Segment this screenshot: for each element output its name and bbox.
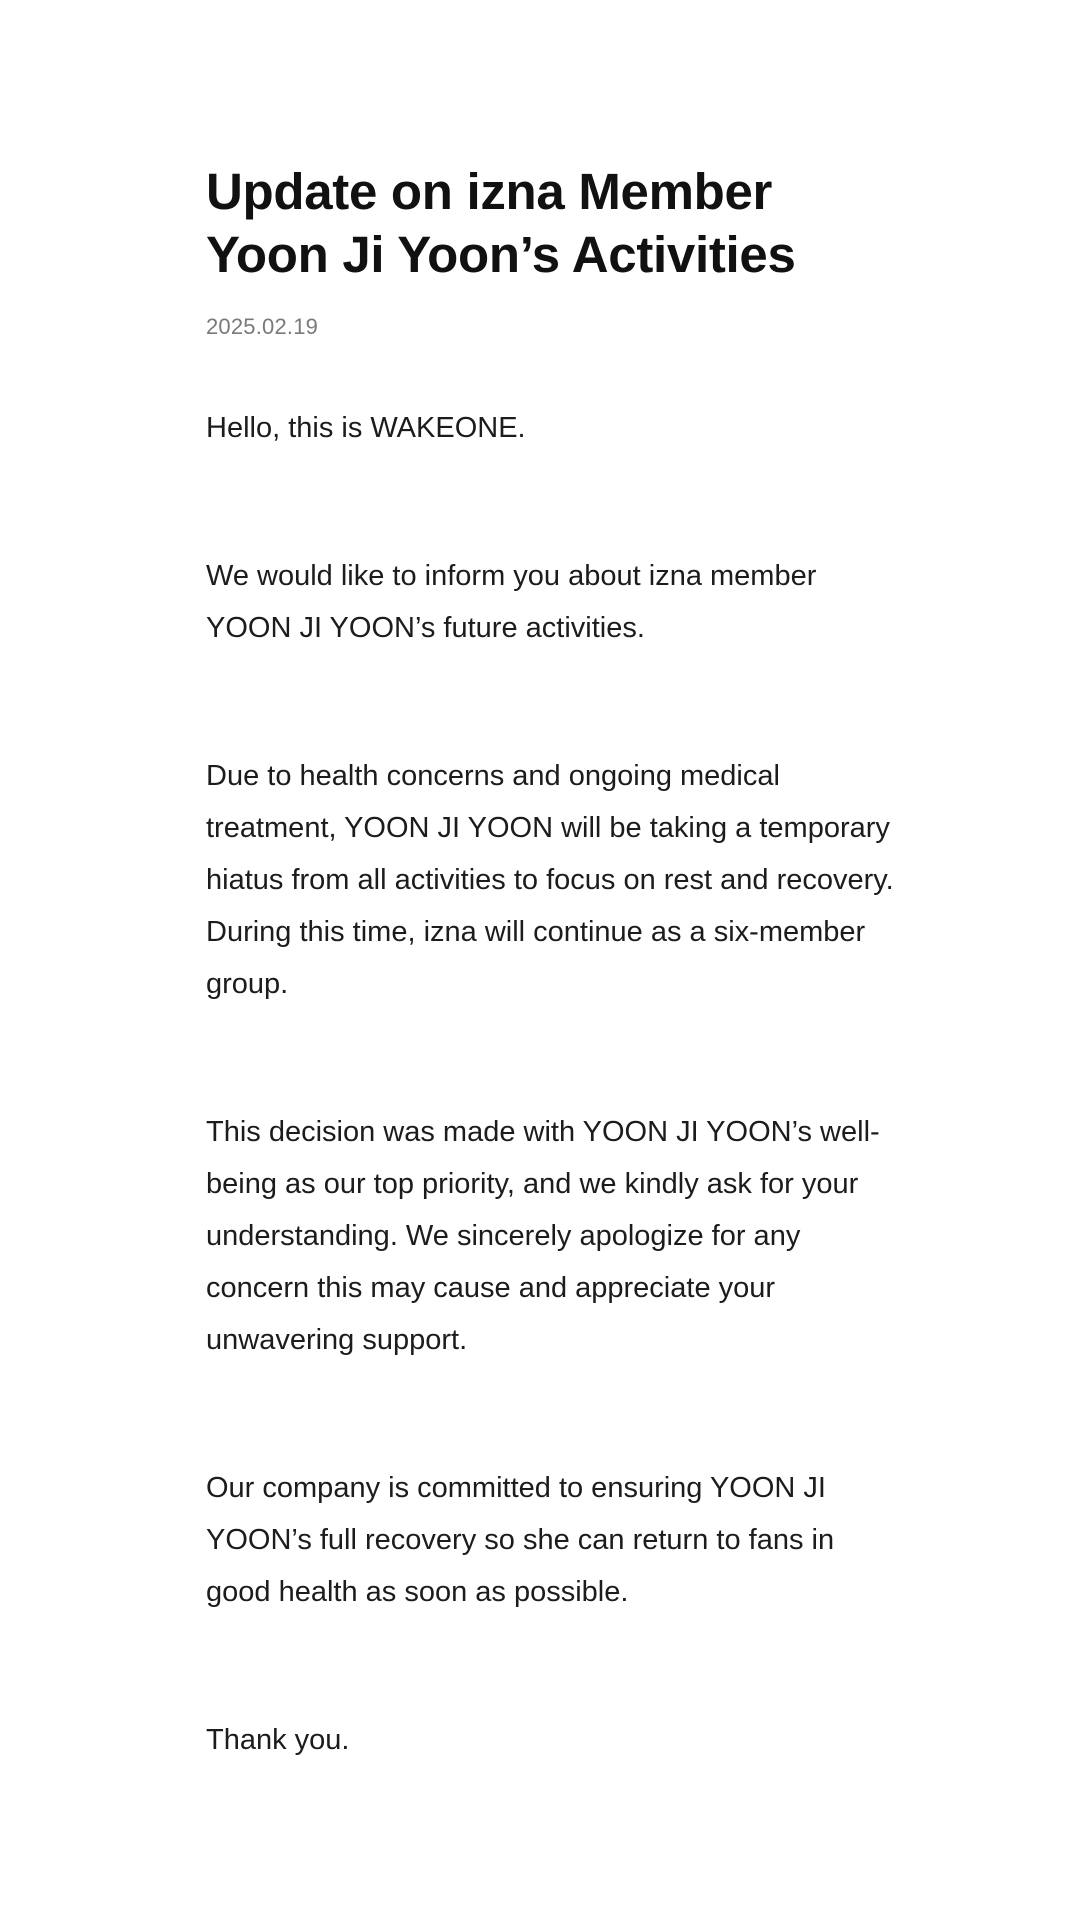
notice-title: Update on izna Member Yoon Ji Yoon’s Activities xyxy=(206,163,796,283)
paragraph-intro: We would like to inform you about izna member YOON JI YOON’s future activities. xyxy=(206,560,817,644)
paragraph-closing: Thank you. xyxy=(206,1724,350,1756)
notice-date: 2025.02.19 xyxy=(206,314,319,339)
paragraph-decision: This decision was made with YOON JI YOON’s well-being as our top priority, and we kindly ask for your understanding. We sincerely apologize for any concern this may cause and appreciate your unwavering support. xyxy=(206,1116,880,1356)
paragraph-hiatus: Due to health concerns and ongoing medical treatment, YOON JI YOON will be taking a temporary hiatus from all activities to focus on rest and recovery. During this time, izna will continue as a six-member group. xyxy=(206,760,894,1000)
notice-article xyxy=(206,160,906,1766)
paragraph-greeting: Hello, this is WAKEONE. xyxy=(206,412,526,444)
notice-body xyxy=(206,402,906,1766)
paragraph-commitment: Our company is committed to ensuring YOON JI YOON’s full recovery so she can return to fans in good health as soon as possible. xyxy=(206,1472,835,1608)
